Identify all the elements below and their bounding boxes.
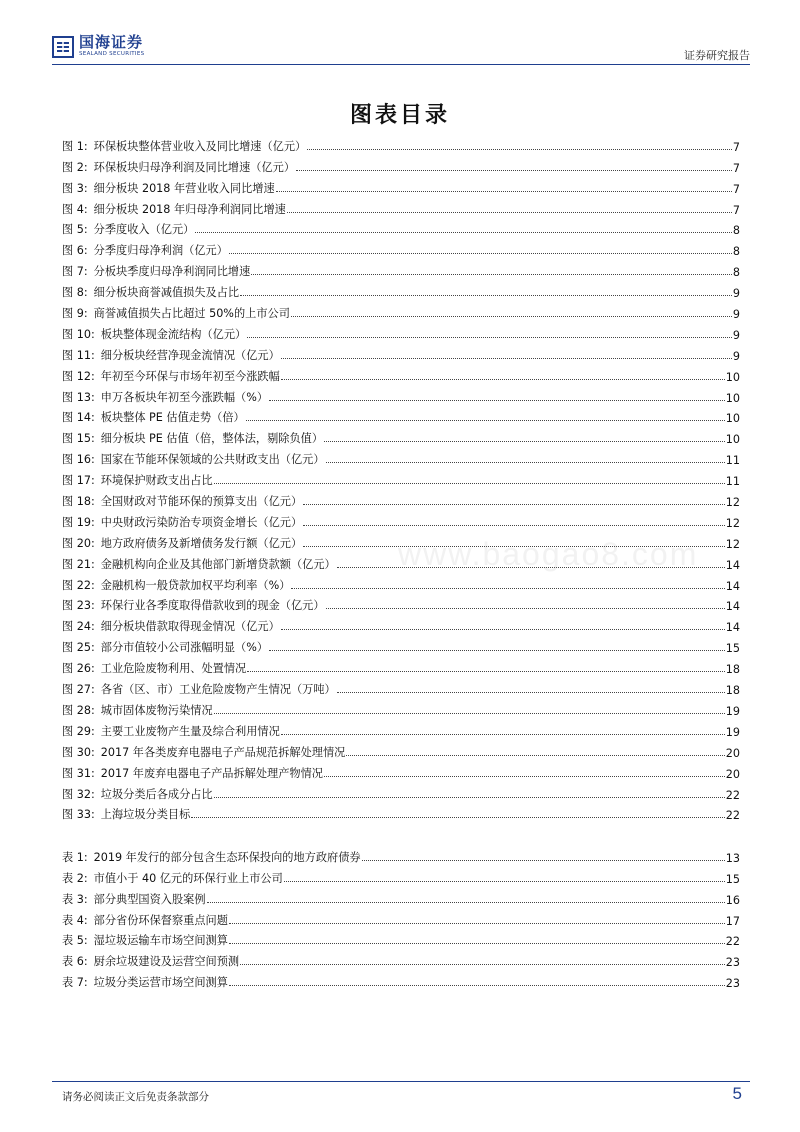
entry-page: 13 — [725, 851, 740, 865]
table-entry[interactable] — [62, 907, 740, 928]
entry-page: 12 — [725, 516, 740, 530]
entry-title: 分季度收入（亿元） — [93, 223, 195, 237]
dot-leader — [281, 379, 725, 380]
dot-leader — [326, 608, 725, 609]
entry-page: 8 — [732, 245, 740, 259]
entry-label: 图 25: — [62, 641, 95, 655]
entry-page: 10 — [725, 433, 740, 447]
entry-page: 8 — [732, 224, 740, 238]
entry-label: 图 13: — [62, 390, 95, 404]
entry-label: 图 19: — [62, 515, 95, 529]
entry-title: 中央财政污染防治专项资金增长（亿元） — [100, 515, 303, 529]
company-name-cn: 国海证券 — [79, 33, 144, 51]
figure-entry[interactable] — [62, 405, 740, 426]
figure-entry[interactable] — [62, 467, 740, 488]
entry-title: 细分板块 2018 年营业收入同比增速 — [93, 181, 275, 195]
entry-label: 图 21: — [62, 557, 95, 571]
dot-leader — [303, 504, 725, 505]
entry-title: 部分省份环保督察重点问题 — [93, 913, 228, 927]
table-entry[interactable] — [62, 886, 740, 907]
figure-entry[interactable] — [62, 321, 740, 342]
entry-page: 12 — [725, 537, 740, 551]
figure-entry[interactable] — [62, 488, 740, 509]
entry-label: 图 20: — [62, 536, 95, 550]
dot-leader — [281, 358, 732, 359]
table-entry[interactable] — [62, 969, 740, 990]
entry-title: 垃圾分类运营市场空间测算 — [93, 976, 228, 990]
entry-title: 环保板块归母净利润及同比增速（亿元） — [93, 160, 296, 174]
entry-title: 细分板块借款取得现金情况（亿元） — [100, 620, 280, 634]
dot-leader — [229, 253, 732, 254]
entry-title: 金融机构向企业及其他部门新增贷款额（亿元） — [100, 557, 336, 571]
dot-leader — [287, 212, 732, 213]
figure-entry[interactable] — [62, 175, 740, 196]
entry-label: 图 4: — [62, 202, 88, 216]
table-entry[interactable] — [62, 948, 740, 969]
dot-leader — [240, 964, 725, 965]
entry-title: 细分板块 2018 年归母净利润同比增速 — [93, 202, 286, 216]
entry-label: 表 4: — [62, 913, 88, 927]
entry-label: 图 24: — [62, 620, 95, 634]
entry-title: 细分板块经营净现金流情况（亿元） — [100, 348, 280, 362]
entry-page: 23 — [725, 956, 740, 970]
sealand-logo-icon — [52, 36, 74, 58]
entry-label: 图 12: — [62, 369, 95, 383]
figure-entry[interactable] — [62, 634, 740, 655]
table-entry[interactable] — [62, 865, 740, 886]
figure-entry[interactable] — [62, 613, 740, 634]
entry-label: 图 15: — [62, 432, 95, 446]
entry-page: 12 — [725, 496, 740, 510]
figure-entry[interactable] — [62, 384, 740, 405]
entry-page: 22 — [725, 788, 740, 802]
dot-leader — [195, 232, 732, 233]
entry-label: 表 7: — [62, 976, 88, 990]
entry-page: 11 — [725, 454, 740, 468]
figure-entry[interactable] — [62, 781, 740, 802]
entry-label: 图 16: — [62, 453, 95, 467]
dot-leader — [229, 943, 725, 944]
entry-title: 申万各板块年初至今涨跌幅（%） — [100, 390, 269, 404]
entry-label: 图 2: — [62, 160, 88, 174]
figure-entry[interactable] — [62, 802, 740, 823]
entry-title: 部分典型国资入股案例 — [93, 892, 206, 906]
dot-leader — [214, 797, 725, 798]
figure-entry[interactable] — [62, 217, 740, 238]
entry-label: 图 9: — [62, 307, 88, 321]
dot-leader — [346, 755, 724, 756]
entry-label: 表 6: — [62, 955, 88, 969]
entry-label: 图 27: — [62, 683, 95, 697]
page-number: 5 — [732, 1084, 742, 1103]
dot-leader — [303, 525, 725, 526]
entry-page: 22 — [725, 935, 740, 949]
entry-title: 部分市值较小公司涨幅明显（%） — [100, 641, 269, 655]
entry-label: 图 7: — [62, 265, 88, 279]
entry-label: 图 8: — [62, 286, 88, 300]
company-logo — [52, 34, 144, 58]
entry-title: 细分板块商誉减值损失及占比 — [93, 286, 240, 300]
entry-page: 18 — [725, 684, 740, 698]
entry-title: 厨余垃圾建设及运营空间预测 — [93, 955, 240, 969]
entry-page: 7 — [732, 161, 740, 175]
table-entry[interactable] — [62, 844, 740, 865]
entry-title: 板块整体现金流结构（亿元） — [100, 327, 247, 341]
dot-leader — [269, 400, 725, 401]
entry-title: 垃圾分类后各成分占比 — [100, 787, 213, 801]
entry-label: 图 31: — [62, 766, 95, 780]
dot-leader — [269, 650, 725, 651]
dot-leader — [307, 149, 732, 150]
table-entry[interactable] — [62, 928, 740, 949]
dot-leader — [291, 316, 732, 317]
entry-label: 图 10: — [62, 327, 95, 341]
dot-leader — [291, 588, 724, 589]
entry-page: 9 — [732, 328, 740, 342]
dot-leader — [214, 483, 725, 484]
dot-leader — [276, 191, 732, 192]
entry-page: 14 — [725, 579, 740, 593]
figure-entry[interactable] — [62, 593, 740, 614]
entry-label: 图 18: — [62, 495, 95, 509]
figure-entry[interactable] — [62, 363, 740, 384]
entry-title: 板块整体 PE 估值走势（倍） — [100, 411, 245, 425]
entry-page: 20 — [725, 746, 740, 760]
figure-entry[interactable] — [62, 718, 740, 739]
entry-title: 分季度归母净利润（亿元） — [93, 244, 228, 258]
entry-page: 7 — [732, 140, 740, 154]
figure-entry[interactable] — [62, 655, 740, 676]
entry-page: 7 — [732, 203, 740, 217]
entry-page: 22 — [725, 809, 740, 823]
entry-page: 9 — [732, 287, 740, 301]
page-header — [52, 34, 750, 64]
figure-entry[interactable] — [62, 237, 740, 258]
figure-entry[interactable] — [62, 279, 740, 300]
entry-page: 16 — [725, 893, 740, 907]
entry-page: 10 — [725, 391, 740, 405]
footer-divider — [52, 1081, 750, 1082]
dot-leader — [296, 170, 732, 171]
entry-title: 工业危险废物利用、处置情况 — [100, 662, 247, 676]
figure-list — [62, 133, 740, 822]
dot-leader — [229, 985, 725, 986]
entry-title: 国家在节能环保领域的公共财政支出（亿元） — [100, 453, 325, 467]
entry-label: 图 26: — [62, 662, 95, 676]
entry-title: 城市固体废物污染情况 — [100, 703, 213, 717]
entry-page: 17 — [725, 914, 740, 928]
dot-leader — [247, 337, 732, 338]
figure-entry[interactable] — [62, 342, 740, 363]
dot-leader — [240, 295, 732, 296]
entry-title: 分板块季度归母净利润同比增速 — [93, 265, 251, 279]
dot-leader — [326, 462, 725, 463]
dot-leader — [284, 881, 725, 882]
entry-title: 湿垃圾运输车市场空间测算 — [93, 934, 228, 948]
entry-label: 图 32: — [62, 787, 95, 801]
entry-title: 商誉减值损失占比超过 50%的上市公司 — [93, 307, 290, 321]
entry-label: 图 5: — [62, 223, 88, 237]
figure-entry[interactable] — [62, 676, 740, 697]
entry-label: 图 30: — [62, 745, 95, 759]
entry-label: 图 29: — [62, 724, 95, 738]
entry-title: 2019 年发行的部分包含生态环保投向的地方政府债券 — [93, 850, 361, 864]
entry-title: 环保行业各季度取得借款收到的现金（亿元） — [100, 599, 325, 613]
entry-title: 地方政府债务及新增债务发行额（亿元） — [100, 536, 303, 550]
entry-title: 金融机构一般贷款加权平均利率（%） — [100, 578, 291, 592]
figure-entry[interactable] — [62, 572, 740, 593]
entry-page: 18 — [725, 663, 740, 677]
figure-entry[interactable] — [62, 760, 740, 781]
company-name-en: SEALAND SECURITIES — [79, 51, 145, 57]
page-title: 图表目录 — [349, 102, 450, 128]
watermark: www.baogao8.com — [398, 536, 699, 572]
dot-leader — [214, 713, 725, 714]
header-divider — [52, 64, 750, 65]
entry-title: 环境保护财政支出占比 — [100, 474, 213, 488]
figure-entry[interactable] — [62, 446, 740, 467]
entry-page: 14 — [725, 600, 740, 614]
dot-leader — [247, 671, 725, 672]
figure-entry[interactable] — [62, 697, 740, 718]
entry-page: 9 — [732, 308, 740, 322]
entry-label: 图 11: — [62, 348, 95, 362]
entry-label: 图 6: — [62, 244, 88, 258]
entry-page: 14 — [725, 621, 740, 635]
figure-entry[interactable] — [62, 258, 740, 279]
figure-entry[interactable] — [62, 300, 740, 321]
entry-label: 表 1: — [62, 850, 88, 864]
figure-entry[interactable] — [62, 509, 740, 530]
dot-leader — [207, 902, 725, 903]
entry-label: 图 28: — [62, 703, 95, 717]
entry-page: 15 — [725, 642, 740, 656]
entry-label: 图 3: — [62, 181, 88, 195]
dot-leader — [281, 629, 725, 630]
dot-leader — [246, 420, 725, 421]
entry-page: 7 — [732, 182, 740, 196]
entry-title: 细分板块 PE 估值（倍，整体法，剔除负值） — [100, 432, 324, 446]
entry-label: 表 3: — [62, 892, 88, 906]
entry-title: 各省（区、市）工业危险废物产生情况（万吨） — [100, 683, 336, 697]
figure-entry[interactable] — [62, 133, 740, 154]
entry-page: 19 — [725, 725, 740, 739]
entry-page: 11 — [725, 475, 740, 489]
table-list — [62, 844, 740, 990]
dot-leader — [324, 441, 725, 442]
entry-page: 15 — [725, 872, 740, 886]
dot-leader — [191, 817, 724, 818]
entry-title: 2017 年废弃电器电子产品拆解处理产物情况 — [100, 766, 323, 780]
figure-entry[interactable] — [62, 739, 740, 760]
entry-title: 年初至今环保与市场年初至今涨跌幅 — [100, 369, 280, 383]
entry-title: 2017 年各类废弃电器电子产品规范拆解处理情况 — [100, 745, 346, 759]
dot-leader — [362, 860, 725, 861]
entry-page: 10 — [725, 412, 740, 426]
entry-page: 14 — [725, 558, 740, 572]
entry-title: 全国财政对节能环保的预算支出（亿元） — [100, 495, 303, 509]
entry-page: 10 — [725, 370, 740, 384]
entry-label: 图 17: — [62, 474, 95, 488]
entry-label: 图 33: — [62, 808, 95, 822]
entry-title: 环保板块整体营业收入及同比增速（亿元） — [93, 139, 307, 153]
entry-label: 图 23: — [62, 599, 95, 613]
dot-leader — [251, 274, 732, 275]
disclaimer-note: 请务必阅读正文后免责条款部分 — [62, 1091, 209, 1103]
figure-entry[interactable] — [62, 425, 740, 446]
entry-page: 20 — [725, 767, 740, 781]
entry-page: 19 — [725, 704, 740, 718]
report-type: 证券研究报告 — [684, 49, 750, 62]
entry-page: 23 — [725, 977, 740, 991]
dot-leader — [229, 923, 725, 924]
entry-title: 上海垃圾分类目标 — [100, 808, 191, 822]
entry-label: 图 14: — [62, 411, 95, 425]
entry-title: 主要工业废物产生量及综合利用情况 — [100, 724, 280, 738]
figure-entry[interactable] — [62, 154, 740, 175]
entry-label: 表 5: — [62, 934, 88, 948]
entry-label: 图 22: — [62, 578, 95, 592]
dot-leader — [337, 692, 725, 693]
dot-leader — [324, 776, 725, 777]
entry-title: 市值小于 40 亿元的环保行业上市公司 — [93, 871, 283, 885]
figure-entry[interactable] — [62, 196, 740, 217]
entry-page: 9 — [732, 349, 740, 363]
dot-leader — [281, 734, 725, 735]
entry-label: 图 1: — [62, 139, 88, 153]
entry-label: 表 2: — [62, 871, 88, 885]
entry-page: 8 — [732, 266, 740, 280]
